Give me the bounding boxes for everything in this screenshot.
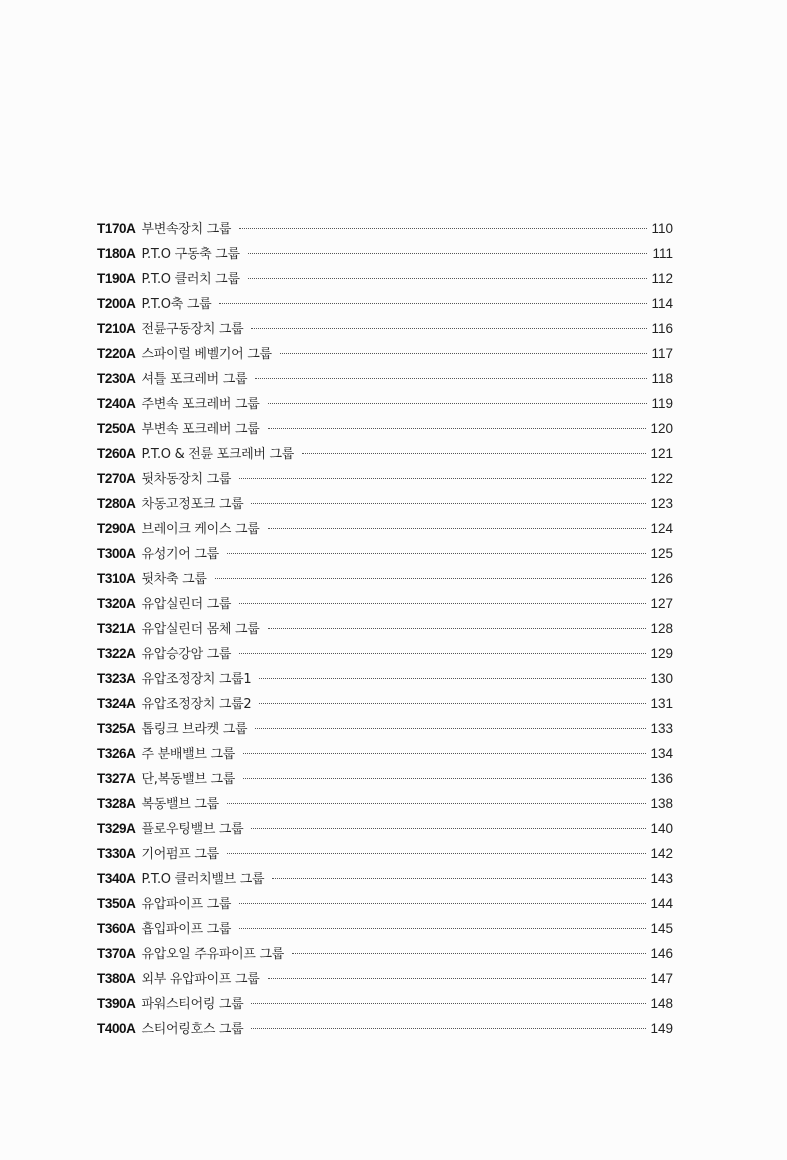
dot-leader: [227, 553, 647, 554]
toc-entry-title: 부변속 포크레버 그룹: [141, 422, 260, 437]
toc-entry-page-number: 130: [650, 671, 673, 686]
dot-leader: [259, 678, 646, 679]
dot-leader: [219, 303, 647, 304]
dot-leader: [292, 953, 646, 954]
dot-leader: [239, 228, 647, 229]
toc-entry-code: T190A: [97, 271, 136, 286]
toc-entry-title: 유압승강암 그룹: [141, 647, 232, 662]
toc-entry-page-number: 140: [650, 821, 673, 836]
toc-entry: [97, 543, 673, 568]
toc-entry-code: T327A: [97, 771, 136, 786]
toc-entry-page-number: 146: [650, 946, 673, 961]
toc-entry: [97, 643, 673, 668]
toc-entry-code: T250A: [97, 421, 136, 436]
toc-entry-code: T220A: [97, 346, 136, 361]
toc-entry-page-number: 110: [651, 221, 673, 236]
toc-entry-code: T270A: [97, 471, 136, 486]
dot-leader: [268, 528, 647, 529]
toc-entry-page-number: 119: [651, 396, 673, 411]
toc-entry-page-number: 142: [650, 846, 673, 861]
toc-entry-code: T210A: [97, 321, 136, 336]
dot-leader: [251, 1028, 646, 1029]
dot-leader: [268, 403, 647, 404]
toc-entry: [97, 893, 673, 918]
toc-entry: [97, 668, 673, 693]
toc-entry-title: 톱링크 브라켓 그룹: [141, 722, 248, 737]
toc-entry-title: P.T.O 구동축 그룹: [141, 247, 240, 262]
toc-entry-code: T400A: [97, 1021, 136, 1036]
table-of-contents: [97, 218, 673, 1043]
toc-entry: [97, 218, 673, 243]
toc-entry-title: 유성기어 그룹: [141, 547, 219, 562]
toc-entry: [97, 293, 673, 318]
toc-entry: [97, 393, 673, 418]
dot-leader: [251, 828, 646, 829]
toc-entry-code: T323A: [97, 671, 136, 686]
toc-entry-code: T326A: [97, 746, 136, 761]
toc-entry-code: T325A: [97, 721, 136, 736]
toc-entry: [97, 618, 673, 643]
toc-entry: [97, 368, 673, 393]
toc-entry: [97, 718, 673, 743]
toc-entry-code: T180A: [97, 246, 136, 261]
dot-leader: [239, 903, 646, 904]
toc-entry: [97, 843, 673, 868]
toc-entry-page-number: 124: [650, 521, 673, 536]
toc-entry-code: T321A: [97, 621, 136, 636]
toc-entry-title: P.T.O 클러치밸브 그룹: [141, 872, 265, 887]
toc-entry: [97, 468, 673, 493]
toc-entry-code: T240A: [97, 396, 136, 411]
toc-entry-title: 셔틀 포크레버 그룹: [141, 372, 248, 387]
toc-entry-page-number: 127: [650, 596, 673, 611]
toc-entry-page-number: 118: [651, 371, 673, 386]
toc-entry: [97, 518, 673, 543]
toc-entry-title: P.T.O 클러치 그룹: [141, 272, 240, 287]
toc-entry: [97, 943, 673, 968]
toc-entry-page-number: 123: [650, 496, 673, 511]
toc-entry: [97, 868, 673, 893]
toc-entry-code: T280A: [97, 496, 136, 511]
toc-entry-page-number: 143: [650, 871, 673, 886]
toc-entry-code: T329A: [97, 821, 136, 836]
toc-entry-title: 스파이럴 베벨기어 그룹: [141, 347, 272, 362]
toc-entry-page-number: 134: [650, 746, 673, 761]
dot-leader: [251, 1003, 646, 1004]
toc-entry: [97, 318, 673, 343]
dot-leader: [239, 928, 646, 929]
toc-entry-page-number: 138: [650, 796, 673, 811]
toc-entry-page-number: 122: [650, 471, 673, 486]
toc-entry-title: 유압오일 주유파이프 그룹: [141, 947, 285, 962]
toc-entry-title: 뒷차동장치 그룹: [141, 472, 232, 487]
toc-entry-title: 주 분배밸브 그룹: [141, 747, 236, 762]
toc-entry: [97, 768, 673, 793]
toc-entry: [97, 693, 673, 718]
toc-entry-code: T340A: [97, 871, 136, 886]
toc-entry-page-number: 149: [650, 1021, 673, 1036]
toc-entry: [97, 1018, 673, 1043]
toc-entry-title: 주변속 포크레버 그룹: [141, 397, 260, 412]
toc-entry-code: T390A: [97, 996, 136, 1011]
toc-entry-page-number: 144: [650, 896, 673, 911]
toc-entry-title: 유압실린더 그룹: [141, 597, 232, 612]
toc-entry-page-number: 147: [650, 971, 673, 986]
toc-entry-page-number: 136: [650, 771, 673, 786]
toc-entry-title: 복동밸브 그룹: [141, 797, 219, 812]
dot-leader: [280, 353, 647, 354]
toc-entry-page-number: 121: [650, 446, 673, 461]
toc-entry-title: 외부 유압파이프 그룹: [141, 972, 260, 987]
toc-entry-code: T322A: [97, 646, 136, 661]
dot-leader: [251, 328, 647, 329]
toc-entry-title: 전륜구동장치 그룹: [141, 322, 244, 337]
dot-leader: [243, 778, 646, 779]
toc-entry-title: 파워스티어링 그룹: [141, 997, 244, 1012]
toc-entry-code: T350A: [97, 896, 136, 911]
toc-entry-title: 유압조정장치 그룹2: [141, 697, 252, 712]
dot-leader: [255, 728, 646, 729]
toc-entry-title: 단,복동밸브 그룹: [141, 772, 236, 787]
dot-leader: [302, 453, 646, 454]
toc-entry-page-number: 148: [650, 996, 673, 1011]
toc-entry-code: T328A: [97, 796, 136, 811]
toc-entry-title: 기어펌프 그룹: [141, 847, 219, 862]
dot-leader: [259, 703, 646, 704]
toc-entry-code: T230A: [97, 371, 136, 386]
toc-entry-title: 뒷차축 그룹: [141, 572, 207, 587]
dot-leader: [215, 578, 647, 579]
toc-entry-title: P.T.O & 전륜 포크레버 그룹: [141, 447, 294, 462]
toc-entry-code: T310A: [97, 571, 136, 586]
toc-entry-page-number: 128: [650, 621, 673, 636]
toc-entry-code: T320A: [97, 596, 136, 611]
dot-leader: [243, 753, 646, 754]
dot-leader: [227, 803, 647, 804]
toc-entry: [97, 793, 673, 818]
dot-leader: [251, 503, 646, 504]
toc-entry-code: T170A: [97, 221, 136, 236]
toc-entry-code: T200A: [97, 296, 136, 311]
dot-leader: [239, 478, 646, 479]
toc-entry: [97, 268, 673, 293]
dot-leader: [268, 978, 647, 979]
toc-entry-page-number: 125: [650, 546, 673, 561]
toc-entry: [97, 743, 673, 768]
toc-entry: [97, 593, 673, 618]
toc-entry-title: 유압파이프 그룹: [141, 897, 232, 912]
toc-entry-title: 플로우팅밸브 그룹: [141, 822, 244, 837]
toc-entry: [97, 968, 673, 993]
toc-entry-page-number: 131: [650, 696, 673, 711]
toc-entry-page-number: 129: [650, 646, 673, 661]
toc-entry-page-number: 112: [651, 271, 673, 286]
dot-leader: [255, 378, 647, 379]
dot-leader: [239, 653, 646, 654]
toc-entry: [97, 418, 673, 443]
toc-entry-title: 유압실린더 몸체 그룹: [141, 622, 260, 637]
toc-entry-page-number: 111: [652, 246, 673, 261]
toc-entry-page-number: 120: [650, 421, 673, 436]
toc-entry-title: 브레이크 케이스 그룹: [141, 522, 260, 537]
toc-entry-title: 차동고정포크 그룹: [141, 497, 244, 512]
toc-entry-page-number: 114: [651, 296, 673, 311]
dot-leader: [268, 428, 647, 429]
toc-entry-code: T360A: [97, 921, 136, 936]
toc-entry-page-number: 145: [650, 921, 673, 936]
toc-entry-code: T330A: [97, 846, 136, 861]
toc-entry-code: T370A: [97, 946, 136, 961]
toc-entry: [97, 243, 673, 268]
toc-entry: [97, 343, 673, 368]
toc-entry-title: 스티어링호스 그룹: [141, 1022, 244, 1037]
toc-entry: [97, 918, 673, 943]
dot-leader: [272, 878, 646, 879]
toc-entry-code: T300A: [97, 546, 136, 561]
toc-entry-page-number: 117: [651, 346, 673, 361]
toc-entry-title: 부변속장치 그룹: [141, 222, 232, 237]
dot-leader: [239, 603, 646, 604]
dot-leader: [248, 253, 647, 254]
toc-entry: [97, 493, 673, 518]
toc-entry: [97, 568, 673, 593]
toc-entry-title: 흡입파이프 그룹: [141, 922, 232, 937]
toc-entry-page-number: 126: [650, 571, 673, 586]
toc-entry-code: T290A: [97, 521, 136, 536]
toc-entry-title: 유압조정장치 그룹1: [141, 672, 252, 687]
toc-entry-code: T324A: [97, 696, 136, 711]
toc-entry-page-number: 133: [650, 721, 673, 736]
toc-entry-page-number: 116: [651, 321, 673, 336]
dot-leader: [268, 628, 647, 629]
dot-leader: [227, 853, 647, 854]
toc-entry: [97, 993, 673, 1018]
toc-entry: [97, 818, 673, 843]
toc-entry-code: T260A: [97, 446, 136, 461]
toc-entry-code: T380A: [97, 971, 136, 986]
toc-entry-title: P.T.O축 그룹: [141, 297, 212, 312]
dot-leader: [248, 278, 647, 279]
toc-entry: [97, 443, 673, 468]
